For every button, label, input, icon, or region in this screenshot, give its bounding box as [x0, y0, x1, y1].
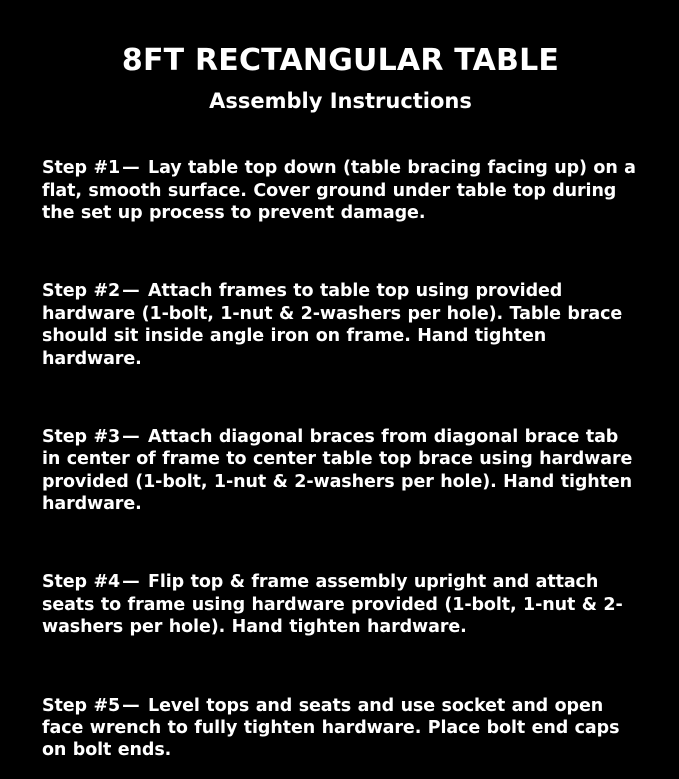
step-item [42, 157, 639, 224]
step-separator: — [122, 426, 140, 447]
step-text: Attach diagonal braces from diagonal brace tab in center of frame to center table top brace using hardware provided (1-bolt, 1-nut & 2-washers per hole). Hand tighten hardware. [42, 426, 633, 515]
step-item [42, 426, 639, 516]
step-text: Level tops and seats and use socket and open face wrench to fully tighten hardware. Place bolt end caps on bolt ends. [42, 695, 620, 761]
page-title: 8FT RECTANGULAR TABLE [121, 43, 560, 78]
step-separator: — [122, 281, 140, 302]
step-separator: — [122, 158, 140, 179]
step-label: Step #1 [42, 158, 121, 179]
step-label: Step #3 [42, 426, 121, 447]
step-label: Step #5 [42, 695, 121, 716]
step-item [42, 571, 639, 638]
step-label: Step #2 [42, 281, 121, 302]
step-separator: — [122, 695, 140, 716]
step-item [42, 280, 639, 370]
step-separator: — [122, 572, 140, 593]
step-text: Lay table top down (table bracing facing up) on a flat, smooth surface. Cover ground under table top during the set up process to prevent damage. [42, 158, 636, 223]
step-text: Flip top & frame assembly upright and attach seats to frame using hardware provided (1-bolt, 1-nut & 2-washers per hole). Hand tighten hardware. [42, 572, 623, 638]
page-subtitle: Assembly Instructions [209, 88, 472, 113]
step-label: Step #4 [42, 572, 121, 593]
steps-list [42, 140, 639, 779]
step-text: Attach frames to table top using provided hardware (1-bolt, 1-nut & 2-washers per hole). Table brace should sit inside angle iron on frame. Hand tighten hardware. [42, 281, 623, 369]
step-item [42, 695, 639, 762]
